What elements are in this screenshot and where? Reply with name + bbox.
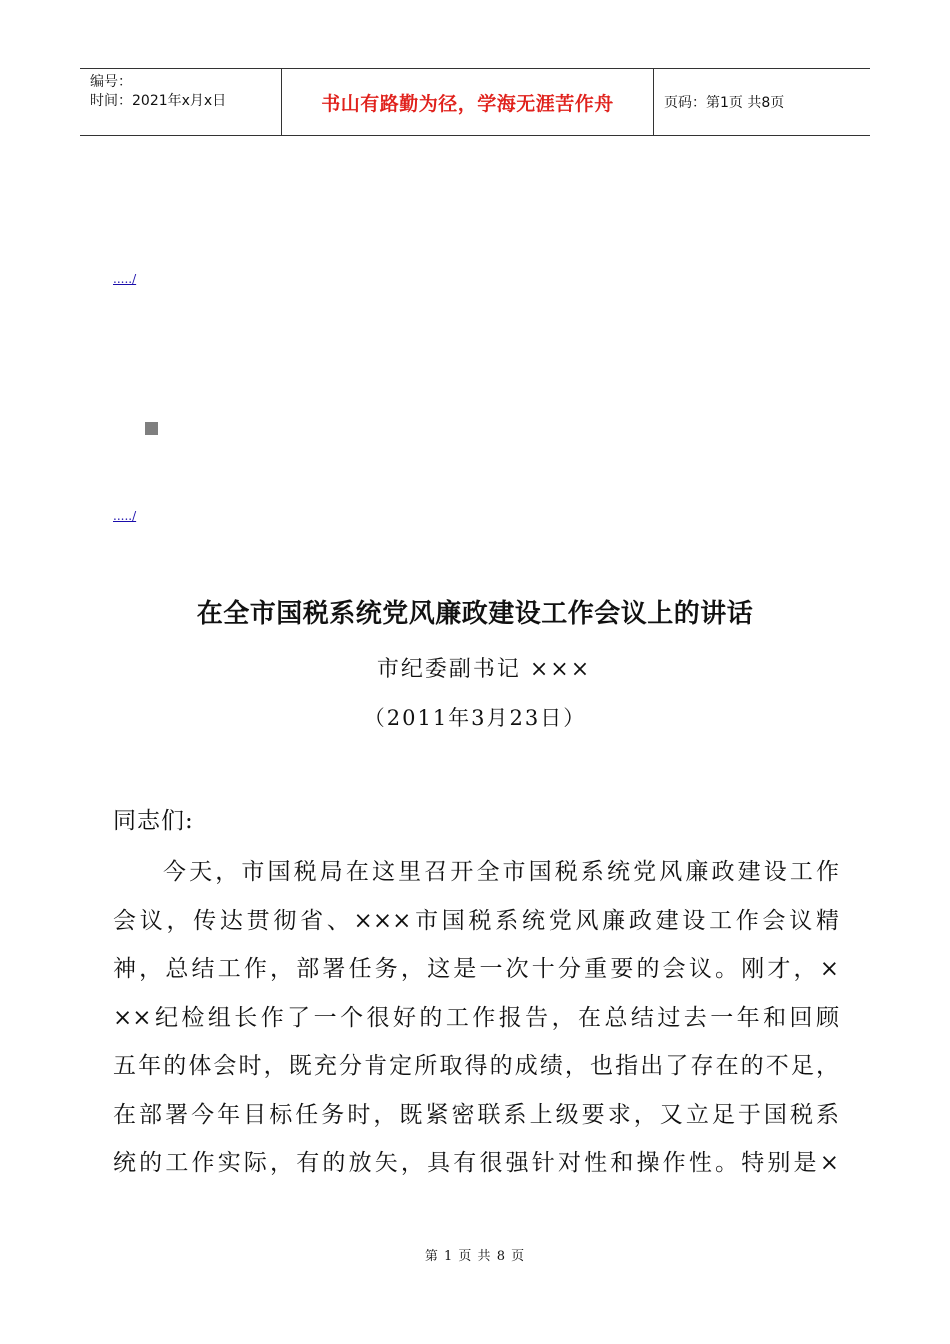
dots-link-top[interactable]: ...../: [113, 272, 137, 286]
paragraph-line: 统的工作实际，有的放矢，具有很强针对性和操作性。特别是×: [113, 1150, 839, 1176]
dots-link-bottom[interactable]: ...../: [113, 509, 137, 523]
serial-label: 编号：: [90, 74, 132, 90]
document-header: [80, 68, 870, 136]
page-title: 在全市国税系统党风廉政建设工作会议上的讲话: [196, 599, 754, 629]
body-paragraph: [113, 848, 839, 1188]
page-footer: 第 1 页 共 8 页: [424, 1249, 526, 1264]
paragraph-line: 神，总结工作，部署任务，这是一次十分重要的会议。刚才，×: [113, 956, 839, 982]
salutation: 同志们:: [113, 808, 194, 834]
motto-text: 书山有路勤为径，学海无涯苦作舟: [321, 92, 614, 115]
paragraph-line: 五年的体会时，既充分肯定所取得的成绩，也指出了存在的不足，: [113, 1053, 839, 1079]
time-label: 时间：2021年x月x日: [90, 93, 227, 109]
paragraph-line: 会议，传达贯彻省、×××市国税系统党风廉政建设工作会议精: [113, 907, 839, 934]
paragraph-line: ××纪检组长作了一个很好的工作报告，在总结过去一年和回顾: [113, 1004, 839, 1031]
paragraph-line: 在部署今年目标任务时，既紧密联系上级要求，又立足于国税系: [113, 1101, 839, 1128]
paragraph-line: 今天，市国税局在这里召开全市国税系统党风廉政建设工作: [163, 859, 839, 885]
square-icon: [145, 422, 158, 435]
header-left-cell: [80, 69, 281, 135]
page-info: 页码：第1页 共8页: [664, 95, 785, 111]
header-page-cell: [654, 69, 870, 135]
date-line: （2011年3月23日）: [363, 706, 587, 730]
header-motto-cell: [281, 69, 654, 135]
author-line: 市纪委副书记 ×××: [376, 657, 592, 682]
